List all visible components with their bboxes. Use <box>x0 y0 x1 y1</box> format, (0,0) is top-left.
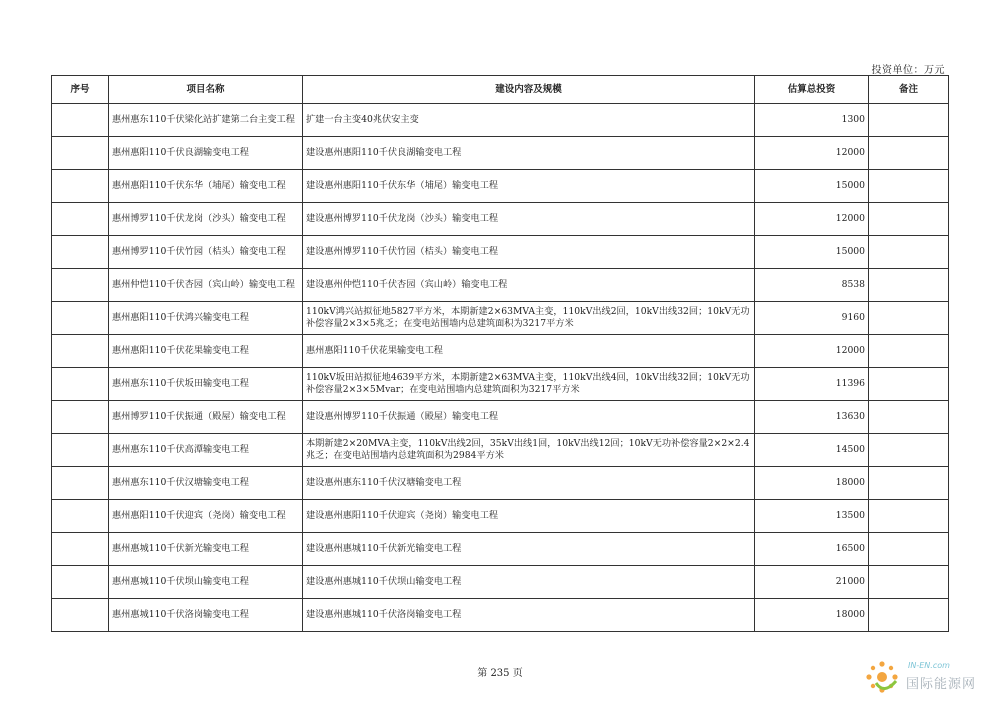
row-remark <box>869 368 949 401</box>
table-body <box>52 104 949 632</box>
watermark-domain: IN-EN.com <box>908 661 950 670</box>
row-project-name: 惠州惠城110千伏新光输变电工程 <box>109 533 303 566</box>
row-serial-number <box>52 104 109 137</box>
table-row <box>52 137 949 170</box>
row-estimated-investment: 9160 <box>755 302 869 335</box>
row-serial-number <box>52 269 109 302</box>
row-remark <box>869 269 949 302</box>
row-remark <box>869 137 949 170</box>
row-project-name: 惠州惠阳110千伏东华（埔尾）输变电工程 <box>109 170 303 203</box>
watermark-name: 国际能源网 <box>906 677 977 692</box>
row-construction-content: 建设惠州惠阳110千伏东华（埔尾）输变电工程 <box>303 170 755 203</box>
row-project-name: 惠州仲恺110千伏杏园（宾山岭）输变电工程 <box>109 269 303 302</box>
row-construction-content: 建设惠州惠阳110千伏迎宾（尧岗）输变电工程 <box>303 500 755 533</box>
row-remark <box>869 170 949 203</box>
row-construction-content: 110kV坂田站拟征地4639平方米，本期新建2×63MVA主变，110kV出线4回，10kV出线32回；10kV无功补偿容量2×3×5Mvar；在变电站围墙内总建筑面积为3217平方米 <box>303 368 755 401</box>
row-remark <box>869 236 949 269</box>
row-estimated-investment: 15000 <box>755 236 869 269</box>
row-serial-number <box>52 533 109 566</box>
row-remark <box>869 401 949 434</box>
row-estimated-investment: 8538 <box>755 269 869 302</box>
table-row <box>52 203 949 236</box>
row-remark <box>869 500 949 533</box>
table-row <box>52 236 949 269</box>
row-construction-content: 110kV鸿兴站拟征地5827平方米，本期新建2×63MVA主变，110kV出线2回，10kV出线32回；10kV无功补偿容量2×3×5兆乏；在变电站围墙内总建筑面积为3217平方米 <box>303 302 755 335</box>
row-estimated-investment: 18000 <box>755 467 869 500</box>
table-row <box>52 566 949 599</box>
row-serial-number <box>52 137 109 170</box>
row-estimated-investment: 1300 <box>755 104 869 137</box>
row-project-name: 惠州博罗110千伏振通（殿屋）输变电工程 <box>109 401 303 434</box>
row-project-name: 惠州博罗110千伏竹园（桔头）输变电工程 <box>109 236 303 269</box>
row-construction-content: 建设惠州博罗110千伏振通（殿屋）输变电工程 <box>303 401 755 434</box>
row-estimated-investment: 16500 <box>755 533 869 566</box>
row-project-name: 惠州惠阳110千伏花果输变电工程 <box>109 335 303 368</box>
table-row <box>52 401 949 434</box>
row-serial-number <box>52 335 109 368</box>
row-serial-number <box>52 566 109 599</box>
row-construction-content: 建设惠州惠城110千伏洛岗输变电工程 <box>303 599 755 632</box>
investment-unit-note: 投资单位：万元 <box>871 65 945 76</box>
table-row <box>52 434 949 467</box>
row-construction-content: 建设惠州博罗110千伏竹园（桔头）输变电工程 <box>303 236 755 269</box>
table-row <box>52 302 949 335</box>
row-project-name: 惠州博罗110千伏龙岗（沙头）输变电工程 <box>109 203 303 236</box>
row-remark <box>869 104 949 137</box>
row-project-name: 惠州惠阳110千伏良湖输变电工程 <box>109 137 303 170</box>
table-header-row <box>52 76 949 104</box>
row-remark <box>869 467 949 500</box>
row-project-name: 惠州惠东110千伏梁化站扩建第二台主变工程 <box>109 104 303 137</box>
row-construction-content: 建设惠州惠阳110千伏良湖输变电工程 <box>303 137 755 170</box>
row-project-name: 惠州惠阳110千伏迎宾（尧岗）输变电工程 <box>109 500 303 533</box>
row-serial-number <box>52 599 109 632</box>
row-project-name: 惠州惠城110千伏坝山输变电工程 <box>109 566 303 599</box>
table-row <box>52 269 949 302</box>
row-estimated-investment: 11396 <box>755 368 869 401</box>
row-construction-content: 惠州惠阳110千伏花果输变电工程 <box>303 335 755 368</box>
table-row <box>52 500 949 533</box>
row-remark <box>869 302 949 335</box>
row-remark <box>869 599 949 632</box>
table-row <box>52 335 949 368</box>
row-remark <box>869 434 949 467</box>
row-remark <box>869 533 949 566</box>
table-row <box>52 170 949 203</box>
table-row <box>52 467 949 500</box>
table-row <box>52 599 949 632</box>
header-estimated-investment: 估算总投资 <box>755 76 869 104</box>
row-serial-number <box>52 302 109 335</box>
project-table <box>51 75 949 632</box>
row-remark <box>869 335 949 368</box>
page-number: 第 235 页 <box>477 668 523 679</box>
row-construction-content: 建设惠州仲恺110千伏杏园（宾山岭）输变电工程 <box>303 269 755 302</box>
row-project-name: 惠州惠东110千伏汉塘输变电工程 <box>109 467 303 500</box>
row-estimated-investment: 13500 <box>755 500 869 533</box>
row-serial-number <box>52 236 109 269</box>
table-row <box>52 368 949 401</box>
header-remarks: 备注 <box>869 76 949 104</box>
row-serial-number <box>52 170 109 203</box>
row-construction-content: 本期新建2×20MVA主变，110kV出线2回，35kV出线1回，10kV出线12回；10kV无功补偿容量2×2×2.4兆乏；在变电站围墙内总建筑面积为2984平方米 <box>303 434 755 467</box>
table-row <box>52 533 949 566</box>
row-estimated-investment: 12000 <box>755 203 869 236</box>
row-project-name: 惠州惠城110千伏洛岗输变电工程 <box>109 599 303 632</box>
row-remark <box>869 203 949 236</box>
row-serial-number <box>52 500 109 533</box>
row-serial-number <box>52 434 109 467</box>
header-construction-content: 建设内容及规模 <box>303 76 755 104</box>
row-project-name: 惠州惠阳110千伏鸿兴输变电工程 <box>109 302 303 335</box>
row-project-name: 惠州惠东110千伏坂田输变电工程 <box>109 368 303 401</box>
row-construction-content: 建设惠州博罗110千伏龙岗（沙头）输变电工程 <box>303 203 755 236</box>
row-estimated-investment: 13630 <box>755 401 869 434</box>
row-construction-content: 建设惠州惠城110千伏坝山输变电工程 <box>303 566 755 599</box>
sun-logo-icon <box>862 655 907 700</box>
row-serial-number <box>52 368 109 401</box>
row-estimated-investment: 21000 <box>755 566 869 599</box>
table-row <box>52 104 949 137</box>
row-serial-number <box>52 203 109 236</box>
watermark-logo <box>862 655 997 700</box>
row-project-name: 惠州惠东110千伏高潭输变电工程 <box>109 434 303 467</box>
header-project-name: 项目名称 <box>109 76 303 104</box>
row-serial-number <box>52 467 109 500</box>
row-estimated-investment: 12000 <box>755 137 869 170</box>
header-serial-number: 序号 <box>52 76 109 104</box>
row-estimated-investment: 15000 <box>755 170 869 203</box>
row-estimated-investment: 12000 <box>755 335 869 368</box>
row-serial-number <box>52 401 109 434</box>
row-construction-content: 扩建一台主变40兆伏安主变 <box>303 104 755 137</box>
row-construction-content: 建设惠州惠城110千伏新光输变电工程 <box>303 533 755 566</box>
row-construction-content: 建设惠州惠东110千伏汉塘输变电工程 <box>303 467 755 500</box>
row-remark <box>869 566 949 599</box>
row-estimated-investment: 14500 <box>755 434 869 467</box>
row-estimated-investment: 18000 <box>755 599 869 632</box>
